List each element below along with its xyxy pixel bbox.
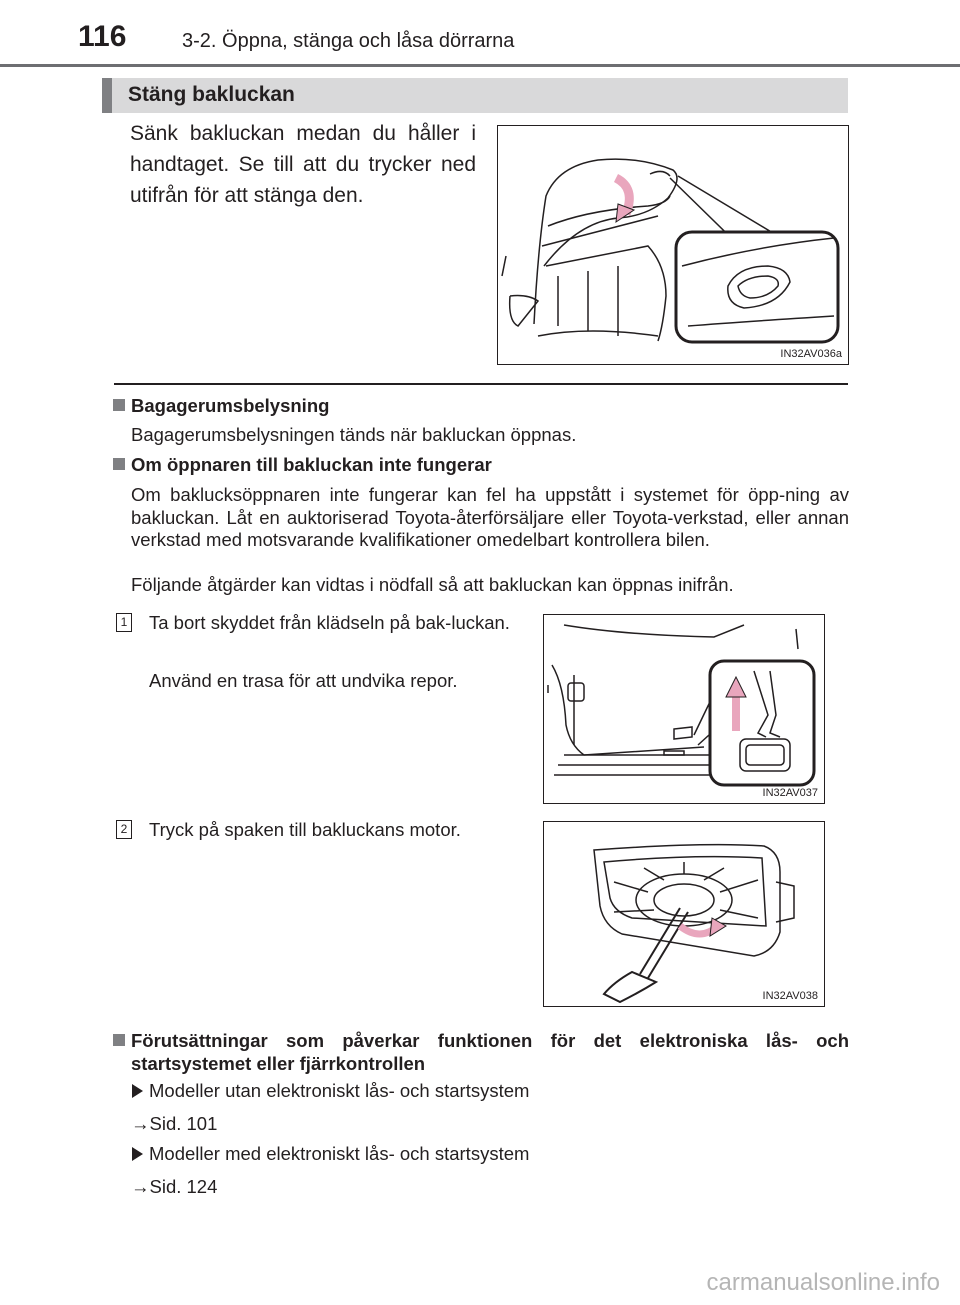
bullet-square-icon (113, 399, 125, 411)
chapter-title: 3-2. Öppna, stänga och låsa dörrarna (182, 30, 515, 52)
step-number: 1 (116, 613, 132, 632)
tailgate-motor-figure (543, 821, 825, 1007)
page-number: 116 (78, 20, 127, 53)
section-marker (102, 78, 112, 113)
note-text: Bagagerumsbelysningen tänds när bakluckan öppnas. (131, 424, 577, 445)
figure-code: IN32AV036a (780, 348, 842, 360)
note-text: Om baklucksöppnaren inte fungerar kan fel ha uppstått i systemet för öpp-ning av bakluckan. Låt en auktoriserad Toyota-återförsäljare eller Toyota-verkstad, eller annan verkstad med motsvarande kvalifikationer omedelbart kontrollera bilen. (131, 484, 849, 550)
conditions-heading: Förutsättningar som påverkar funktionen för det elektroniska lås- och startsystemet eller fjärrkontrollen (131, 1030, 849, 1074)
note-heading: Bagagerumsbelysning (131, 395, 330, 416)
page-reference: →Sid. 124 (131, 1176, 218, 1197)
step-text: Ta bort skyddet från klädseln på bak-luckan. (149, 612, 510, 633)
bullet-square-icon (113, 1034, 125, 1046)
section-divider (114, 383, 848, 385)
trim-cover-illustration (544, 615, 823, 802)
header-rule (0, 64, 960, 67)
tailgate-illustration (498, 126, 847, 363)
condition-item-label: Modeller utan elektroniskt lås- och startsystem (149, 1080, 530, 1101)
step-subtext: Använd en trasa för att undvika repor. (149, 670, 458, 691)
play-triangle-icon (132, 1084, 143, 1098)
tailgate-motor-illustration (544, 822, 823, 1005)
section-title: Stäng bakluckan (128, 83, 295, 106)
trim-cover-figure (543, 614, 825, 804)
tailgate-close-figure (497, 125, 849, 365)
note-heading: Om öppnaren till bakluckan inte fungerar (131, 454, 492, 475)
condition-item-label: Modeller med elektroniskt lås- och startsystem (149, 1143, 530, 1164)
figure-code: IN32AV038 (762, 990, 818, 1002)
section-heading-bar (102, 78, 848, 113)
step-text: Tryck på spaken till bakluckans motor. (149, 819, 461, 840)
page-reference: →Sid. 101 (131, 1113, 218, 1134)
note-text-secondary: Följande åtgärder kan vidtas i nödfall så att bakluckan kan öppnas inifrån. (131, 574, 734, 595)
play-triangle-icon (132, 1147, 143, 1161)
section-intro: Sänk bakluckan medan du håller i handtaget. Se till att du trycker ned utifrån för att stänga den. (130, 122, 476, 207)
step-number: 2 (116, 820, 132, 839)
watermark: carmanualsonline.info (706, 1269, 940, 1296)
figure-code: IN32AV037 (762, 787, 818, 799)
bullet-square-icon (113, 458, 125, 470)
